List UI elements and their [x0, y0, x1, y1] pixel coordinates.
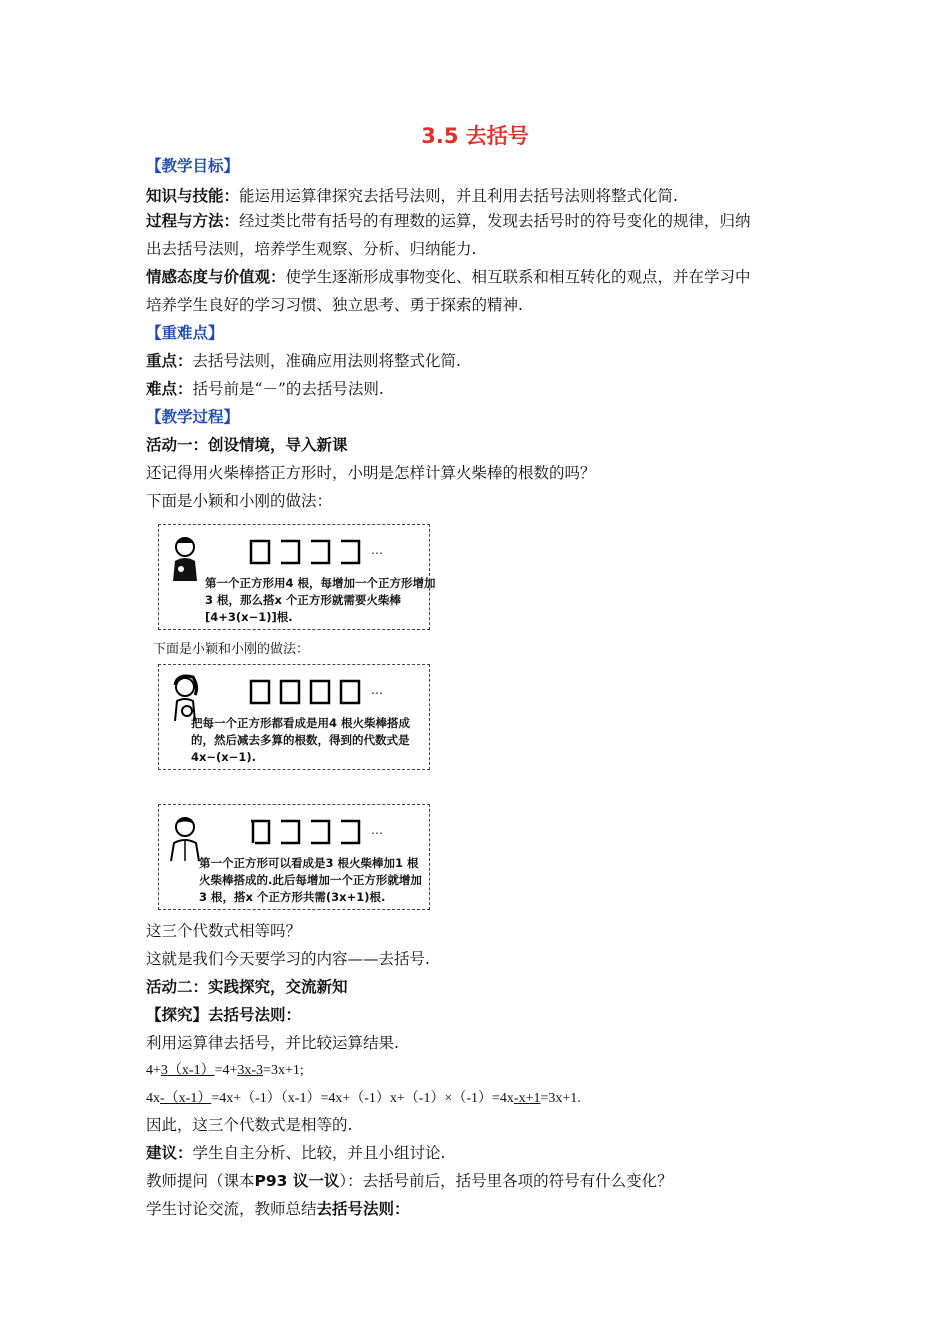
figure-box-1 — [158, 524, 436, 630]
box2-text: 把每一个正方形都看成是用4 根火柴棒搭成的，然后减去多算的根数，得到的代数式是4x−(x−1). — [191, 716, 411, 764]
goal-process-cont: 出去括号法则，培养学生观察、分析、归纳能力. — [146, 240, 477, 258]
box-caption: 下面是小颖和小刚的做法： — [153, 642, 310, 657]
activity1-intro: 下面是小颖和小刚的做法： — [146, 492, 333, 510]
activity2-title: 活动二：实践探究，交流新知 — [146, 978, 348, 996]
explore-heading: 【探究】去括号法则： — [146, 1006, 302, 1024]
key-point: 重点：去括号法则，准确应用法则将整式化简. — [146, 352, 461, 370]
box3-text: 第一个正方形可以看成是3 根火柴棒加1 根火柴棒搭成的.此后每增加一个正方形就增加3 根，搭x 个正方形共需(3x+1)根. — [199, 856, 422, 904]
ellipsis: … — [371, 823, 383, 837]
squares-icon — [247, 537, 387, 567]
equation-1: 4+3（x-1）=4+3x-3=3x+1; — [146, 1063, 304, 1078]
page-title: 3.5 去括号 — [421, 124, 529, 148]
section-teaching-process: 【教学过程】 — [146, 408, 240, 426]
question-equal: 这三个代数式相等吗？ — [146, 922, 302, 940]
question-topic: 这就是我们今天要学习的内容——去括号. — [146, 950, 430, 968]
activity1-title: 活动一：创设情境，导入新课 — [146, 436, 348, 454]
goal-process: 过程与方法：经过类比带有括号的有理数的运算，发现去括号时的符号变化的规律，归纳 — [146, 212, 751, 230]
section-key-points: 【重难点】 — [146, 324, 224, 342]
figure-box-3 — [158, 804, 430, 910]
box1-text: 第一个正方形用4 根，每增加一个正方形增加3 根，那么搭x 个正方形就需要火柴棒[4+3(x−1)]根. — [205, 576, 436, 624]
activity1-question: 还记得用火柴棒搭正方形时，小明是怎样计算火柴棒的根数的吗？ — [146, 464, 596, 482]
suggestion: 建议：学生自主分析、比较，并且小组讨论. — [146, 1144, 446, 1162]
section-teaching-goals: 【教学目标】 — [146, 157, 240, 175]
summary-line: 学生讨论交流，教师总结去括号法则： — [146, 1200, 410, 1218]
conclusion: 因此，这三个代数式是相等的. — [146, 1116, 353, 1134]
equation-2: 4x-（x-1）=4x+（-1）（x-1）=4x+（-1）x+（-1）×（-1）=4x-x+1=3x+1. — [146, 1091, 581, 1106]
figure-box-2 — [158, 664, 430, 770]
goal-attitude-cont: 培养学生良好的学习习惯、独立思考、勇于探索的精神. — [146, 296, 523, 314]
goal-knowledge: 知识与技能：能运用运算律探究去括号法则，并且利用去括号法则将整式化简. — [146, 187, 678, 205]
ellipsis: … — [371, 683, 383, 697]
difficult-point: 难点：括号前是“－”的去括号法则. — [146, 380, 384, 398]
squares-icon — [247, 817, 387, 847]
ellipsis: … — [371, 543, 383, 557]
squares-icon — [247, 677, 387, 707]
goal-attitude: 情感态度与价值观：使学生逐渐形成事物变化、相互联系和相互转化的观点，并在学习中 — [146, 268, 751, 286]
teacher-question: 教师提问（课本P93 议一议）：去括号前后，括号里各项的符号有什么变化？ — [146, 1172, 673, 1190]
explore-line: 利用运算律去括号，并比较运算结果. — [146, 1034, 399, 1052]
